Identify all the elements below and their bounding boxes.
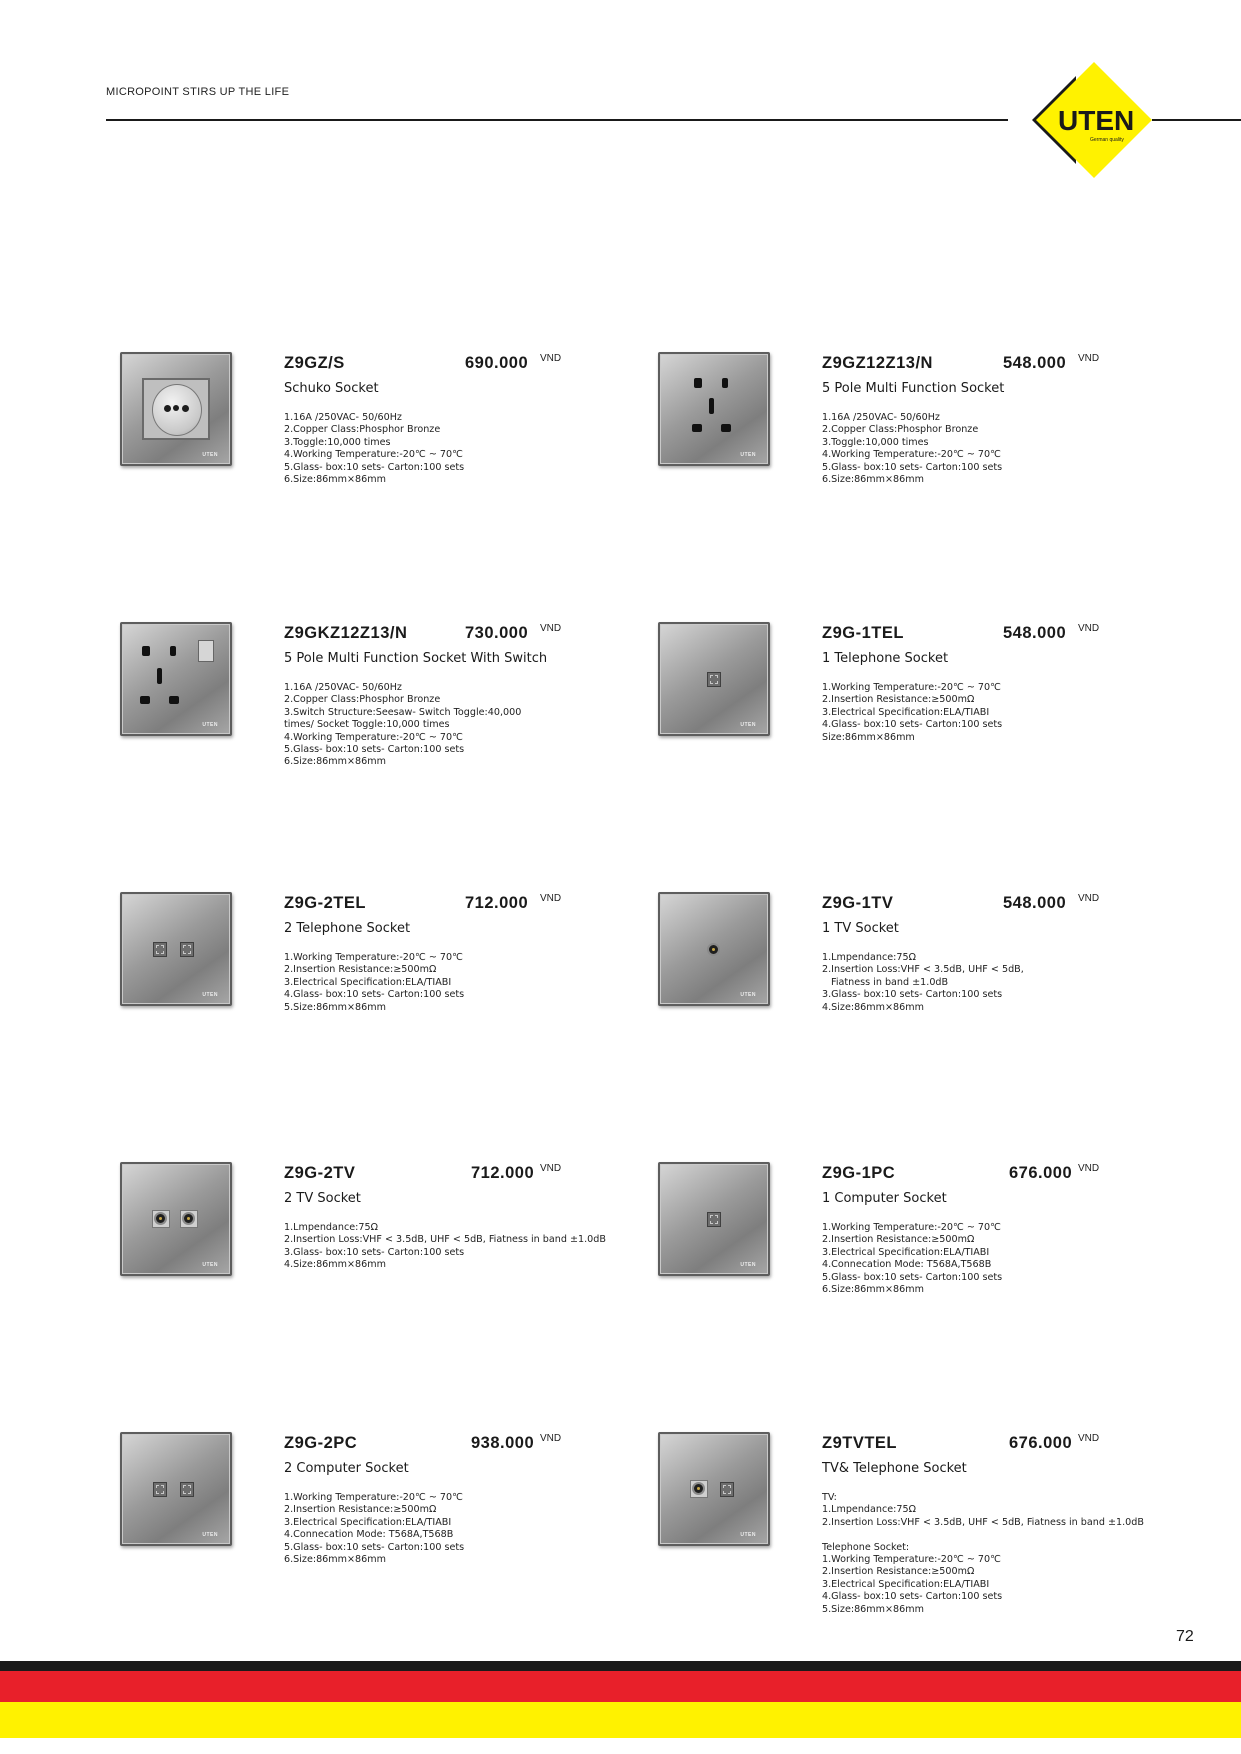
currency-label: VND [1078,1163,1100,1174]
page-number: 72 [1176,1628,1194,1645]
spec-line: 6.Size:86mm×86mm [284,1554,386,1566]
currency-label: VND [540,1163,562,1174]
product-price: 548.000 [1003,354,1067,372]
spec-line: 3.Switch Structure:Seesaw- Switch Toggle:40,000 [284,706,522,718]
spec-line: 1.Working Temperature:-20℃ ~ 70℃ [284,1492,463,1503]
telephone-jack [180,942,194,957]
spec-list [284,1492,464,1566]
socket-slot [169,696,179,704]
socket-slot [692,424,702,432]
footer-band-black [0,1661,1241,1671]
socket-slot [170,646,176,656]
spec-line: 5.Glass- box:10 sets- Carton:100 sets [284,461,465,473]
header-rule [106,119,1008,121]
uten-logo [1018,58,1156,182]
spec-line: times/ Socket Toggle:10,000 times [284,719,450,731]
spec-line: 3.Electrical Specification:ELA/TIABI [822,1578,990,1590]
footer-band-red [0,1671,1241,1702]
spec-line: 2.Insertion Resistance:≥500mΩ [284,964,437,976]
spec-line: 4.Connecation Mode: T568A,T568B [284,1529,454,1541]
plate-brand: UTEN [740,992,756,998]
tv-port-frame [180,1210,198,1228]
spec-line: Fiatness in band ±1.0dB [831,976,949,988]
tv-port-frame [690,1480,708,1498]
socket-slot [722,378,728,388]
spec-list [822,1222,1002,1296]
product-card [120,622,660,822]
plate-brand: UTEN [202,452,218,458]
tv-port [182,1212,195,1225]
tv-telephone-socket-image [658,1432,770,1546]
spec-line: 6.Size:86mm×86mm [284,756,386,768]
product-code: Z9G-1TEL [822,624,904,642]
tv-port [154,1212,167,1225]
spec-line: 4.Size:86mm×86mm [822,1001,924,1013]
computer-jack [180,1482,194,1497]
currency-label: VND [540,623,562,634]
product-price: 730.000 [465,624,529,642]
rocker-switch [198,640,214,662]
plate-brand: UTEN [740,722,756,728]
plate-brand: UTEN [202,992,218,998]
tv-port [692,1482,705,1495]
currency-label: VND [1078,893,1100,904]
spec-line: 3.Toggle:10,000 times [284,436,391,448]
plate-brand: UTEN [740,1262,756,1268]
spec-line: 1.Working Temperature:-20℃ ~ 70℃ [284,952,463,963]
socket-slot [694,378,702,388]
product-card [120,1162,660,1362]
product-code: Z9GZ12Z13/N [822,354,933,372]
currency-label: VND [1078,1433,1100,1444]
spec-line: 3.Glass- box:10 sets- Carton:100 sets [284,1246,465,1258]
plate-brand: UTEN [202,722,218,728]
spec-line: 2.Insertion Resistance:≥500mΩ [822,694,975,706]
product-code: Z9GZ/S [284,354,345,372]
product-card [658,622,1198,822]
spec-line: 6.Size:86mm×86mm [284,474,386,486]
spec-line: 1.Working Temperature:-20℃ ~ 70℃ [822,682,1001,693]
socket-slot [157,668,162,684]
footer-band-yellow [0,1702,1241,1738]
product-name: Schuko Socket [284,381,379,396]
product-price: 676.000 [1009,1164,1073,1182]
telephone-jack [720,1482,734,1497]
product-price: 712.000 [471,1164,535,1182]
plate-brand: UTEN [740,1532,756,1538]
spec-line: 4.Working Temperature:-20℃ ~ 70℃ [822,449,1001,461]
product-code: Z9G-2TV [284,1164,356,1182]
product-card [658,352,1198,552]
spec-line: 5.Glass- box:10 sets- Carton:100 sets [822,461,1003,473]
product-name: 5 Pole Multi Function Socket [822,381,1005,396]
spec-line: 4.Working Temperature:-20℃ ~ 70℃ [284,449,463,461]
socket-slot [142,646,150,656]
product-card [120,352,660,552]
product-name: 2 Telephone Socket [284,921,411,936]
spec-line: 4.Glass- box:10 sets- Carton:100 sets [284,989,465,1001]
tv-port-frame [152,1210,170,1228]
product-name: 1 Computer Socket [822,1191,947,1206]
product-name: 2 TV Socket [284,1191,361,1206]
socket-slot [140,696,150,704]
spec-heading: TV: [822,1492,837,1503]
product-price: 712.000 [465,894,529,912]
product-name: 1 Telephone Socket [822,651,949,666]
spec-line: 5.Size:86mm×86mm [284,1001,386,1013]
spec-line: 2.Copper Class:Phosphor Bronze [284,424,441,436]
currency-label: VND [1078,353,1100,364]
spec-line: 4.Size:86mm×86mm [284,1259,386,1271]
two-computer-socket-image [120,1432,232,1546]
spec-line: 1.Lmpendance:75Ω [822,952,916,963]
currency-label: VND [540,353,562,364]
spec-list [822,952,1024,1014]
spec-line: 5.Size:86mm×86mm [822,1603,924,1615]
spec-line: 2.Insertion Loss:VHF < 3.5dB, UHF < 5dB, Fiatness in band ±1.0dB [822,1516,1144,1528]
spec-line: 1.Working Temperature:-20℃ ~ 70℃ [822,1222,1001,1233]
spec-line: 1.16A /250VAC- 50/60Hz [284,412,402,423]
logo-text: UTEN [1058,105,1135,136]
logo-subtext: German quality [1090,137,1124,143]
product-price: 676.000 [1009,1434,1073,1452]
product-card [658,1432,1198,1632]
product-card [658,1162,1198,1362]
header-rule-right [1152,119,1241,121]
product-code: Z9TVTEL [822,1434,898,1452]
spec-line: 3.Electrical Specification:ELA/TIABI [822,706,990,718]
product-price: 548.000 [1003,894,1067,912]
plate-brand: UTEN [202,1262,218,1268]
spec-line: 5.Glass- box:10 sets- Carton:100 sets [822,1271,1003,1283]
spec-line: Size:86mm×86mm [822,731,915,743]
spec-list [822,1492,1144,1616]
spec-line: 2.Copper Class:Phosphor Bronze [284,694,441,706]
spec-line: 3.Toggle:10,000 times [822,436,929,448]
pin-hole [164,405,171,412]
spec-line: 5.Glass- box:10 sets- Carton:100 sets [284,744,465,756]
product-code: Z9G-2PC [284,1434,358,1452]
spec-list [284,682,521,769]
product-name: TV& Telephone Socket [822,1461,967,1476]
product-card [658,892,1198,1092]
spec-line: 2.Insertion Resistance:≥500mΩ [822,1234,975,1246]
spec-line: 4.Working Temperature:-20℃ ~ 70℃ [284,731,463,743]
product-price: 938.000 [471,1434,535,1452]
product-code: Z9GKZ12Z13/N [284,624,408,642]
product-name: 5 Pole Multi Function Socket With Switch [284,651,548,666]
telephone-jack [153,942,167,957]
spec-line: 5.Glass- box:10 sets- Carton:100 sets [284,1541,465,1553]
computer-jack [153,1482,167,1497]
spec-heading: Telephone Socket: [822,1541,910,1553]
product-name: 1 TV Socket [822,921,899,936]
product-card [120,892,660,1092]
pin-hole [182,405,189,412]
multi-function-socket-image [658,352,770,466]
computer-socket-image [658,1162,770,1276]
pin-hole [173,405,179,411]
spec-line: 6.Size:86mm×86mm [822,474,924,486]
spec-line: 2.Copper Class:Phosphor Bronze [822,424,979,436]
spec-line: 3.Electrical Specification:ELA/TIABI [284,1516,452,1528]
product-price: 548.000 [1003,624,1067,642]
product-name: 2 Computer Socket [284,1461,409,1476]
spec-line: 1.Lmpendance:75Ω [284,1222,378,1233]
product-code: Z9G-1PC [822,1164,896,1182]
currency-label: VND [540,893,562,904]
spec-list [284,952,464,1014]
spec-line: 2.Insertion Resistance:≥500mΩ [822,1566,975,1578]
spec-line: 6.Size:86mm×86mm [822,1284,924,1296]
spec-line: 3.Electrical Specification:ELA/TIABI [284,976,452,988]
spec-line: 2.Insertion Loss:VHF < 3.5dB, UHF < 5dB, Fiatness in band ±1.0dB [284,1234,606,1246]
product-code: Z9G-2TEL [284,894,366,912]
spec-line: 4.Glass- box:10 sets- Carton:100 sets [822,719,1003,731]
computer-jack [707,1212,721,1227]
multi-function-socket-with-switch-image [120,622,232,736]
socket-slot [709,398,714,414]
schuko-well [152,384,202,436]
schuko-socket-image [120,352,232,466]
product-price: 690.000 [465,354,529,372]
spec-line: 3.Electrical Specification:ELA/TIABI [822,1246,990,1258]
tagline: MICROPOINT STIRS UP THE LIFE [106,86,290,98]
two-tv-socket-image [120,1162,232,1276]
tv-port [707,943,720,956]
spec-line: 4.Glass- box:10 sets- Carton:100 sets [822,1591,1003,1603]
spec-line: 4.Connecation Mode: T568A,T568B [822,1259,992,1271]
two-telephone-socket-image [120,892,232,1006]
spec-list [284,1222,606,1272]
socket-slot [721,424,731,432]
spec-line: 1.Working Temperature:-20℃ ~ 70℃ [822,1554,1001,1566]
telephone-jack [707,672,721,687]
tv-socket-image [658,892,770,1006]
spec-gap [822,1529,1144,1541]
spec-line: 2.Insertion Resistance:≥500mΩ [284,1504,437,1516]
telephone-socket-image [658,622,770,736]
spec-line: 1.16A /250VAC- 50/60Hz [284,682,402,693]
spec-line: 3.Glass- box:10 sets- Carton:100 sets [822,989,1003,1001]
spec-line: 2.Insertion Loss:VHF < 3.5dB, UHF < 5dB, [822,964,1024,976]
spec-list [822,412,1002,486]
spec-line: 1.16A /250VAC- 50/60Hz [822,412,940,423]
plate-brand: UTEN [202,1532,218,1538]
spec-list [284,412,464,486]
currency-label: VND [540,1433,562,1444]
spec-list [822,682,1002,744]
spec-line: 1.Lmpendance:75Ω [822,1504,916,1516]
schuko-frame [142,378,210,440]
product-code: Z9G-1TV [822,894,894,912]
plate-brand: UTEN [740,452,756,458]
product-card [120,1432,660,1632]
currency-label: VND [1078,623,1100,634]
